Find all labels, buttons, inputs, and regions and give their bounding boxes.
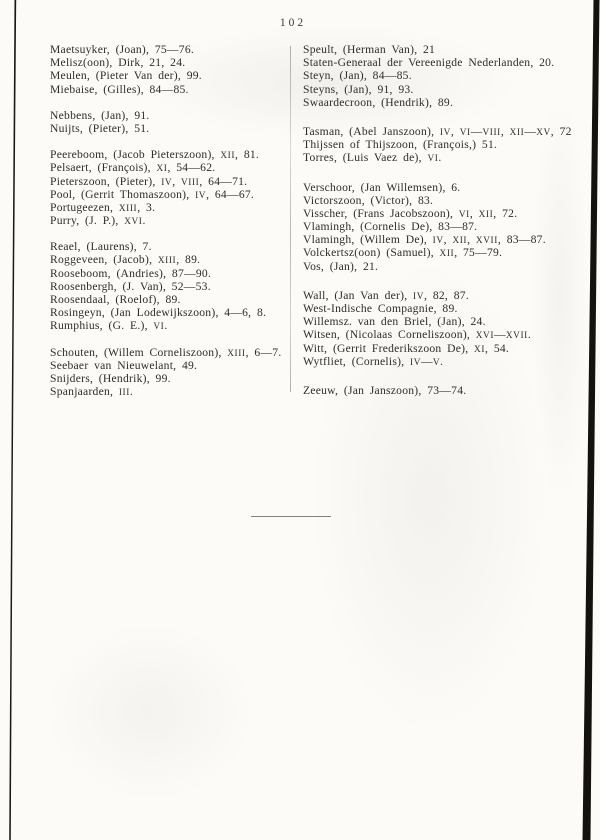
index-entry: Visscher, (Frans Jacobszoon), VI, XII, 72. — [303, 206, 518, 220]
column-divider-line — [290, 46, 291, 392]
roman-numeral: XI — [156, 164, 168, 175]
roman-numeral: IV — [410, 357, 422, 368]
index-entry: Roosenbergh, (J. Van), 52—53. — [50, 279, 211, 293]
index-entry: Vos, (Jan), 21. — [303, 259, 379, 273]
index-entry: Pelsaert, (François), XI, 54—62. — [50, 161, 216, 175]
index-entry: Wall, (Jan Van der), IV, 82, 87. — [303, 288, 469, 302]
index-entry: Vlamingh, (Willem De), IV, XII, XVII, 83—87. — [303, 233, 546, 247]
index-entry: Nebbens, (Jan), 91. — [50, 108, 150, 122]
index-entry: Speult, (Herman Van), 21 — [303, 43, 436, 56]
roman-numeral: XIII — [118, 203, 138, 214]
index-entry: Victorszoon, (Victor), 83. — [303, 193, 434, 207]
index-entry: Volckertsz(oon) (Samuel), XII, 75—79. — [303, 246, 503, 260]
index-entry: Torres, (Luis Vaez de), VI. — [303, 151, 442, 165]
roman-numeral: XII — [220, 151, 236, 162]
roman-numeral: VIII — [180, 177, 200, 188]
scan-edge-line-left — [9, 0, 16, 840]
index-entry: Steyn, (Jan), 84—85. — [303, 69, 412, 83]
page-number: 102 — [279, 17, 307, 29]
index-entry: Pool, (Gerrit Thomaszoon), IV, 64—67. — [50, 187, 255, 201]
roman-numeral: XII — [452, 236, 468, 247]
roman-numeral: XI — [474, 344, 486, 355]
index-entry: Steyns, (Jan), 91, 93. — [303, 82, 414, 96]
index-column-right — [303, 43, 595, 413]
roman-numeral: IV — [161, 177, 173, 188]
index-group — [50, 43, 288, 96]
index-entry: Tasman, (Abel Janszoon), IV, VI—VIII, XII—XV, 72 — [303, 124, 572, 138]
index-entry: Spanjaarden, III. — [50, 385, 134, 399]
index-group — [50, 148, 288, 227]
index-entry: Reael, (Laurens), 7. — [50, 240, 152, 254]
roman-numeral: VI — [459, 127, 471, 138]
index-entry: Rumphius, (G. E.), VI. — [50, 319, 168, 333]
index-entry: Pieterszoon, (Pieter), IV, VIII, 64—71. — [50, 174, 248, 188]
index-entry: Schouten, (Willem Corneliszoon), XIII, 6—7. — [50, 345, 282, 359]
index-entry: Snijders, (Hendrik), 99. — [50, 371, 171, 385]
index-group — [303, 43, 595, 109]
index-entry: Miebaise, (Gilles), 84—85. — [50, 82, 189, 96]
index-group — [303, 181, 595, 273]
index-column-left — [50, 43, 288, 411]
index-group — [50, 109, 288, 135]
index-entry: Meulen, (Pieter Van der), 99. — [50, 69, 202, 83]
index-entry: Staten-Generaal der Vereenigde Nederlanden, 20. — [303, 56, 555, 70]
index-entry: Portugeezen, XIII, 3. — [50, 200, 156, 214]
roman-numeral: XII — [439, 249, 455, 260]
roman-numeral: IV — [439, 127, 451, 138]
index-group — [303, 289, 595, 368]
section-divider-rule — [251, 516, 331, 517]
roman-numeral: VIII — [482, 127, 501, 138]
index-entry: Thijssen of Thijszoon, (François,) 51. — [303, 138, 498, 152]
roman-numeral: XV — [536, 127, 551, 138]
index-group — [303, 384, 595, 397]
index-entry: Roggeveen, (Jacob), XIII, 89. — [50, 253, 201, 267]
index-entry: Swaardecroon, (Hendrik), 89. — [303, 95, 454, 109]
roman-numeral: XVII — [505, 331, 528, 342]
roman-numeral: XII — [509, 127, 525, 138]
index-entry: Seebaer van Nieuwelant, 49. — [50, 358, 198, 372]
roman-numeral: IV — [195, 190, 207, 201]
roman-numeral: VI — [427, 154, 439, 165]
roman-numeral: XIII — [227, 348, 246, 359]
index-entry: Maetsuyker, (Joan), 75—76. — [50, 43, 195, 56]
index-entry: Melisz(oon), Dirk, 21, 24. — [50, 56, 186, 70]
index-entry: Peereboom, (Jacob Pieterszoon), XII, 81. — [50, 148, 260, 162]
index-entry: Roosendaal, (Roelof), 89. — [50, 293, 181, 306]
index-entry: Witsen, (Nicolaas Corneliszoon), XVI—XVII. — [303, 328, 531, 342]
index-group — [50, 240, 288, 332]
index-entry: Nuijts, (Pieter), 51. — [50, 121, 150, 135]
roman-numeral: III — [118, 388, 130, 399]
index-entry: Vlamingh, (Cornelis De), 83—87. — [303, 220, 478, 234]
index-group — [50, 346, 288, 399]
index-group — [303, 125, 595, 165]
roman-numeral: IV — [413, 291, 425, 302]
roman-numeral: XVI — [124, 217, 143, 228]
index-entry: Zeeuw, (Jan Janszoon), 73—74. — [303, 383, 467, 397]
index-entry: Rooseboom, (Andries), 87—90. — [50, 266, 212, 280]
roman-numeral: VI — [458, 209, 470, 220]
roman-numeral: XII — [478, 209, 494, 220]
index-entry: Wytfliet, (Cornelis), IV—V. — [303, 354, 444, 368]
roman-numeral: VI — [153, 322, 165, 333]
roman-numeral: IV — [432, 236, 444, 247]
roman-numeral: XVI — [475, 331, 495, 342]
roman-numeral: V — [432, 357, 441, 368]
roman-numeral: XIII — [157, 256, 177, 267]
index-entry: West-Indische Compagnie, 89. — [303, 302, 458, 315]
index-entry: Purry, (J. P.), XVI. — [50, 214, 146, 228]
index-entry: Willemsz. van den Briel, (Jan), 24. — [303, 315, 486, 329]
roman-numeral: XVII — [475, 236, 498, 247]
index-entry: Rosingeyn, (Jan Lodewijkszoon), 4—6, 8. — [50, 306, 267, 320]
index-entry: Verschoor, (Jan Willemsen), 6. — [303, 180, 461, 194]
index-entry: Witt, (Gerrit Frederikszoon De), XI, 54. — [303, 341, 510, 355]
